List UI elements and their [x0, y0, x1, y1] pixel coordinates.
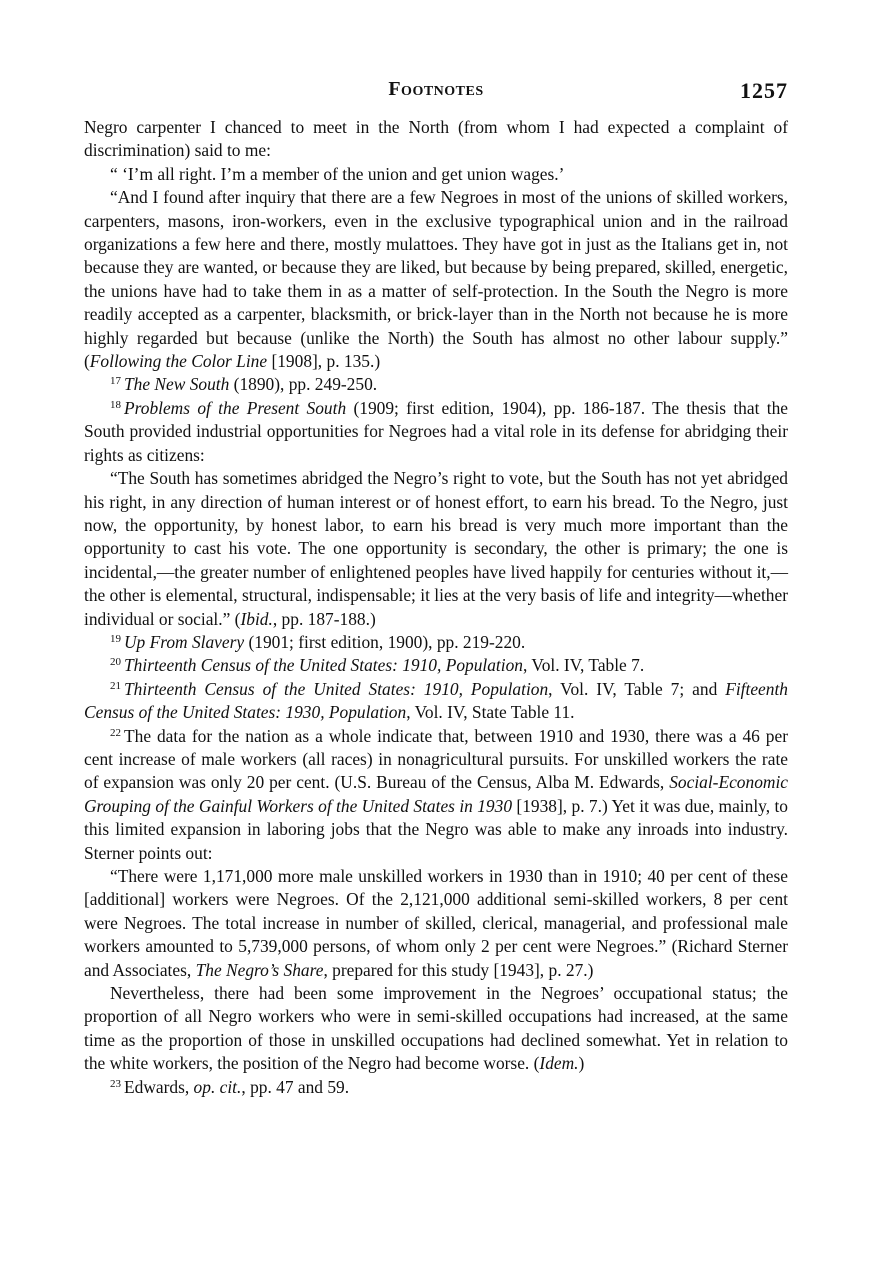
footnote-paragraph	[84, 678, 788, 725]
italic-title: op. cit.	[193, 1076, 242, 1097]
page-body	[84, 116, 788, 1099]
footnote-paragraph	[84, 1076, 788, 1099]
footnote-number: 17	[110, 375, 121, 388]
italic-title: The Negro’s Share	[195, 959, 324, 980]
body-paragraph	[84, 467, 788, 631]
page-number: 1257	[740, 78, 788, 103]
footnote-number: 21	[110, 679, 121, 692]
text-run: “There were 1,171,000 more male unskilled workers in 1930 than in 1910; 40 per cent of these [additional] workers were Negroes. Of the 2,121,000 additional semi-skilled workers, 8 per cent were Negroes. The total increase in number of skilled, clerical, managerial, and professional male workers amounted to 5,739,000 persons, of whom only 2 per cent were Negroes.” (Richard Sterner and Associates,	[84, 866, 788, 980]
text-run: The data for the nation as a whole indicate that, between 1910 and 1930, there was a 46 per cent increase of male workers (all races) in nonagricultural pursuits. For unskilled workers the rate of expansion was only 20 per cent. (U.S. Bureau of the Census, Alba M. Edwards,	[84, 725, 788, 793]
text-run: (1901; first edition, 1900), pp. 219-220.	[244, 631, 526, 652]
body-paragraph	[84, 163, 788, 186]
italic-title: Thirteenth Census of the United States: 1910, Population	[124, 655, 523, 676]
text-run: Negro carpenter I chanced to meet in the North (from whom I had expected a complaint of discrimination) said to me:	[84, 117, 788, 161]
italic-title: Idem.	[539, 1053, 579, 1074]
text-run: (1909; first edition, 1904), pp. 186-187. The thesis that the South provided industrial opportunities for Negroes had a vital role in its defense for abridging their rights as citizens:	[84, 397, 788, 465]
footnote-paragraph	[84, 373, 788, 396]
text-run: [1938], p. 7.) Yet it was due, mainly, to this limited expansion in laboring jobs that the Negro was able to make any inroads into industry. Sterner points out:	[84, 795, 788, 863]
italic-title: Up From Slavery	[124, 631, 245, 652]
text-run: , pp. 47 and 59.	[241, 1076, 350, 1097]
italic-title: Fifteenth Census of the United States: 1930, Population	[84, 678, 788, 723]
footnote-paragraph	[84, 654, 788, 677]
text-run: [1908], p. 135.)	[267, 351, 381, 372]
footnote-number: 19	[110, 632, 121, 645]
body-paragraph	[84, 186, 788, 373]
page-header	[84, 78, 788, 108]
footnote-paragraph	[84, 725, 788, 865]
text-run: “ ‘I’m all right. I’m a member of the union and get union wages.’	[110, 163, 565, 184]
text-run: “The South has sometimes abridged the Negro’s right to vote, but the South has not yet abridged his right, in any direction of human interest or of honest effort, to earn his bread. To the Negro, just now, the opportunity, by honest labor, to earn his bread is very much more important than the opportunity to cast his vote. The one opportunity is secondary, the other is primary; the one is incidental,—the greater number of enlightened peoples have lived happily for centuries without it,—the other is elemental, structural, indispensable; it lies at the very basis of life and integrity—whether individual or social.” (	[84, 468, 788, 629]
italic-title: Social-Economic Grouping of the Gainful Workers of the United States in 1930	[84, 772, 788, 816]
body-paragraph	[84, 982, 788, 1076]
italic-title: The New South	[124, 374, 230, 395]
text-run: “And I found after inquiry that there are a few Negroes in most of the unions of skilled workers, carpenters, masons, iron-workers, even in the exclusive typographical union and in the railroad organizations a few here and there, mostly mulattoes. They have got in just as the Italians get in, not because they are wanted, or because they are liked, but because by being prepared, skilled, energetic, the unions have had to take them in as a matter of self-protection. In the South the Negro is more readily accepted as a carpenter, blacksmith, or brick-layer than in the North not because he is more highly regarded but because (unlike the North) the South has almost no other labour supply.” (	[84, 187, 788, 372]
text-run: Edwards,	[124, 1076, 194, 1097]
italic-title: Problems of the Present South	[124, 397, 347, 418]
text-run: , Vol. IV, Table 7; and	[548, 678, 726, 699]
text-run: , prepared for this study [1943], p. 27.)	[323, 959, 594, 980]
text-run: , Vol. IV, Table 7.	[523, 655, 645, 676]
footnote-number: 22	[110, 726, 121, 739]
footnote-number: 23	[110, 1077, 121, 1090]
running-head: Footnotes	[388, 78, 484, 100]
footnote-paragraph	[84, 631, 788, 654]
text-run: (1890), pp. 249-250.	[229, 374, 378, 395]
italic-title: Thirteenth Census of the United States: 1910, Population	[124, 678, 549, 699]
text-run: , pp. 187-188.)	[272, 608, 376, 629]
italic-title: Ibid.	[240, 608, 273, 629]
body-paragraph	[84, 865, 788, 982]
footnote-paragraph	[84, 397, 788, 467]
text-run: )	[578, 1053, 585, 1074]
text-run: , Vol. IV, State Table 11.	[406, 702, 575, 723]
body-paragraph	[84, 116, 788, 163]
italic-title: Following the Color Line	[89, 351, 268, 372]
text-run: Nevertheless, there had been some improvement in the Negroes’ occupational status; the proportion of all Negro workers who were in semi-skilled occupations had increased, at the same time as the proportion of those in unskilled occupations had declined somewhat. Yet in relation to the white workers, the position of the Negro had become worse. (	[84, 983, 788, 1074]
footnote-number: 20	[110, 656, 121, 669]
footnote-number: 18	[110, 398, 121, 411]
